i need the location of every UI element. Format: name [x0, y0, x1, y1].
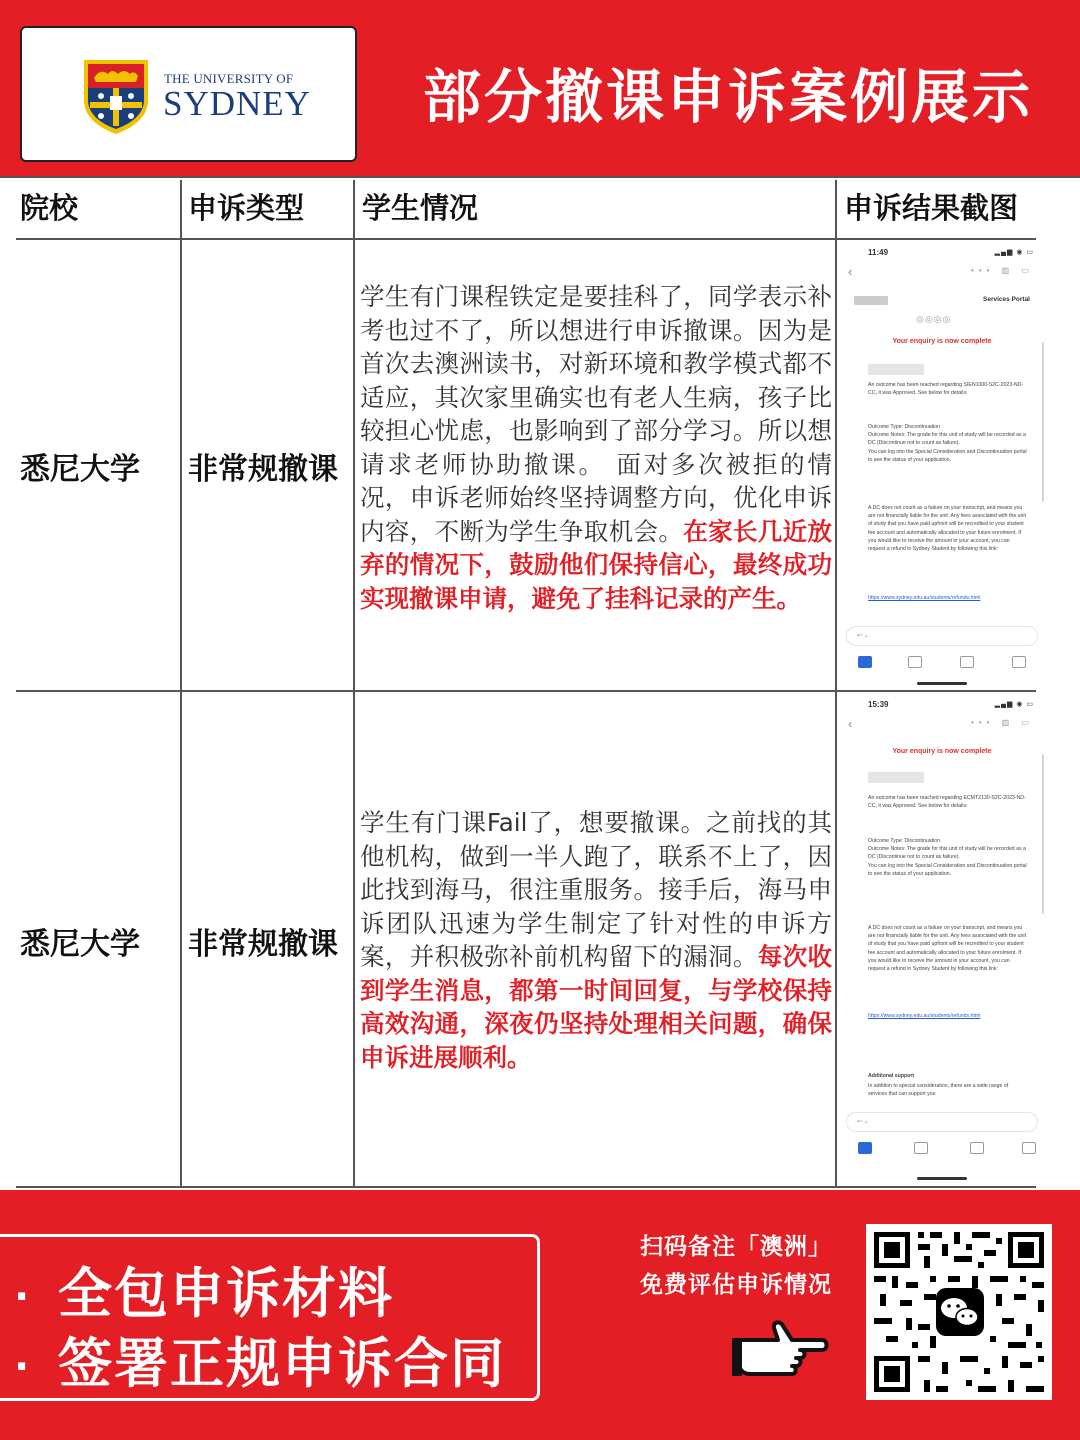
- email-paragraph-3: A DC does not count as a failure on your transcript, and means you are not financially liable for the unit. Any fees associated with the unit of study that you have paid upfront will be recredited to your student fee account and automatically allocated to your future enrolment. If you would like to receive the amount in your account, you can request a refund in Sydney Student by following this link:: [868, 505, 1027, 553]
- email-paragraph-1: An outcome has been reached regarding ECMT2130-S2C-2023-ND-CC, it was Approved. See below for details:: [868, 795, 1026, 810]
- status-time: 11:49: [868, 248, 889, 257]
- status-icons: ▂▄▆ ◉ ▭: [994, 701, 1034, 708]
- home-indicator: [917, 1177, 967, 1180]
- tab-bar: [840, 652, 1044, 686]
- calendar-tab-icon[interactable]: [914, 1142, 928, 1154]
- header-banner: [0, 0, 1080, 176]
- home-indicator: [917, 682, 967, 685]
- tab-bar: [840, 1138, 1044, 1172]
- refund-link[interactable]: https://www.sydney.edu.au/students/refunds.html: [868, 595, 981, 601]
- back-icon[interactable]: ‹: [848, 716, 853, 731]
- enquiry-complete-text: Your enquiry is now complete: [892, 748, 992, 755]
- cta-line-1: 扫码备注「澳洲」: [640, 1234, 832, 1260]
- additional-support-text: In addition to special consideration, there are a wide range of services that can support you: [868, 1083, 1009, 1098]
- row2-situation-highlight: 每次收到学生消息，都第一时间回复，与学校保持高效沟通，深夜仍坚持处理相关问题，确保申诉进展顺利。: [360, 942, 833, 1072]
- row1-situation-highlight: 在家长几近放弃的情况下，鼓励他们保持信心，最终成功实现撤课申请，避免了挂科记录的产生。: [360, 516, 833, 613]
- email-paragraph-3: A DC does not count as a failure on your transcript, and means you are not financially liable for the unit. Any fees associated with the unit of study that you have paid upfront will be recredited to your student fee account and automatically allocated to your future enrolment. If you would like to receive the amount in your account, you can request a refund in Sydney Student by following this link:: [868, 925, 1027, 973]
- row2-situation: [360, 806, 832, 1074]
- reply-bar[interactable]: ↩ ⌄: [846, 626, 1038, 646]
- redacted-name: [868, 364, 924, 375]
- mail-toolbar: [840, 716, 1044, 734]
- mail-tab-icon[interactable]: [858, 656, 872, 668]
- meeting-tab-icon[interactable]: [970, 1142, 984, 1154]
- footer-banner: [0, 1190, 1080, 1440]
- apps-tab-icon[interactable]: [1022, 1142, 1036, 1154]
- refund-link[interactable]: https://www.sydney.edu.au/students/refunds.html: [868, 1013, 981, 1019]
- additional-support-title: Additional support: [868, 1073, 915, 1079]
- status-icons: ▂▄▆ ◉ ▭: [994, 249, 1034, 256]
- row-divider: [16, 690, 1036, 692]
- row1-school: 悉尼大学: [20, 452, 140, 487]
- col-divider-3: [835, 180, 837, 1186]
- email-paragraph-2: Outcome Type: Discontinuation Outcome Notes: The grade for this unit of study will be recorded as a DC (Discontinue not to count as failure). You can log into the Special Consideration and Discontinuation portal to see the status of your application.: [868, 838, 1027, 877]
- service-item-1-label: 全包申诉材料: [58, 1262, 394, 1325]
- reply-bar[interactable]: ↩ ⌄: [846, 1112, 1038, 1132]
- bullet-icon: ·: [14, 1274, 32, 1321]
- calendar-tab-icon[interactable]: [908, 656, 922, 668]
- status-time: 15:39: [868, 700, 889, 709]
- table-bottom-border: [16, 1186, 1036, 1188]
- university-logo: [20, 26, 357, 162]
- row2-school: 悉尼大学: [20, 927, 140, 962]
- scrollbar[interactable]: [1042, 754, 1044, 914]
- cta-line-2: 免费评估申诉情况: [640, 1272, 832, 1298]
- col-header-school: 院校: [20, 191, 79, 225]
- col-header-screenshot: 申诉结果截图: [844, 191, 1019, 225]
- redacted-name: [868, 772, 924, 783]
- service-item-2: [14, 1321, 506, 1398]
- mail-toolbar: [840, 264, 1044, 282]
- col-header-situation: 学生情况: [362, 191, 479, 225]
- portal-label: Services Portal: [983, 296, 1030, 303]
- service-item-1: [14, 1251, 394, 1328]
- meeting-tab-icon[interactable]: [960, 656, 974, 668]
- row1-appeal-type: 非常规撤课: [188, 452, 338, 487]
- apps-tab-icon[interactable]: [1012, 656, 1026, 668]
- page-title: 部分撤课申诉案例展示: [422, 63, 1033, 131]
- header-row-divider: [16, 238, 1036, 240]
- case-table: [0, 176, 1080, 1190]
- service-item-2-label: 签署正规申诉合同: [58, 1332, 506, 1395]
- col-divider-1: [180, 180, 182, 1186]
- enquiry-complete-text: Your enquiry is now complete: [892, 338, 992, 345]
- col-header-type: 申诉类型: [188, 191, 305, 225]
- row1-situation-text: 学生有门课程铁定是要挂科了，同学表示补考也过不了，所以想进行申诉撤课。因为是首次去澳洲读书，对新环境和教学模式都不适应，其次家里确实也有老人生病，孩子比较担心忧虑，也影响到了部分学习。所以想请求老师协助撤课。 面对多次被拒的情况，申诉老师始终坚持调整方向，优化申诉内容，不断为学生争取机会。: [360, 282, 832, 546]
- wechat-qr-code[interactable]: [866, 1224, 1052, 1400]
- email-paragraph-2: Outcome Type: Discontinuation Outcome Notes: The grade for this unit of study will be recorded as a DC (Discontinue not to count as failure). You can log into the Special Consideration and Discontinuation portal to see the status of your application.: [868, 424, 1027, 463]
- mini-logo: [854, 296, 888, 305]
- row2-situation-text: 学生有门课Fail了，想要撤课。之前找的其他机构，做到一半人跑了，联系不上了，因此找到海马，很注重服务。接手后，海马申诉团队迅速为学生制定了针对性的申诉方案，并积极弥补前机构留下的漏洞。: [360, 808, 832, 971]
- row2-result-screenshot: [840, 694, 1044, 1184]
- mail-actions-icon[interactable]: ••• ▥ ▭: [971, 266, 1034, 275]
- sydney-crest-icon: [80, 56, 152, 136]
- pointing-hand-icon: [730, 1310, 830, 1380]
- bullet-icon: ·: [14, 1344, 32, 1391]
- table-top-border: [0, 176, 1080, 178]
- mail-tab-icon[interactable]: [858, 1142, 872, 1154]
- col-divider-2: [353, 180, 355, 1186]
- row2-appeal-type: 非常规撤课: [188, 927, 338, 962]
- progress-steps-icon: ◎◎◎◎: [916, 314, 952, 324]
- row1-result-screenshot: [840, 242, 1044, 688]
- email-paragraph-1: An outcome has been reached regarding SIEN1000-S2C-2023-ND-CC, it was Approved. See below for details:: [868, 382, 1024, 397]
- row1-situation: [360, 280, 832, 615]
- logo-text-big: SYDNEY: [163, 84, 311, 123]
- scrollbar[interactable]: [1042, 342, 1044, 502]
- back-icon[interactable]: ‹: [848, 264, 853, 279]
- logo-text-small: THE UNIVERSITY OF: [164, 71, 294, 86]
- mail-actions-icon[interactable]: ••• ▥ ▭: [971, 718, 1034, 727]
- service-highlights-box: [0, 1234, 540, 1401]
